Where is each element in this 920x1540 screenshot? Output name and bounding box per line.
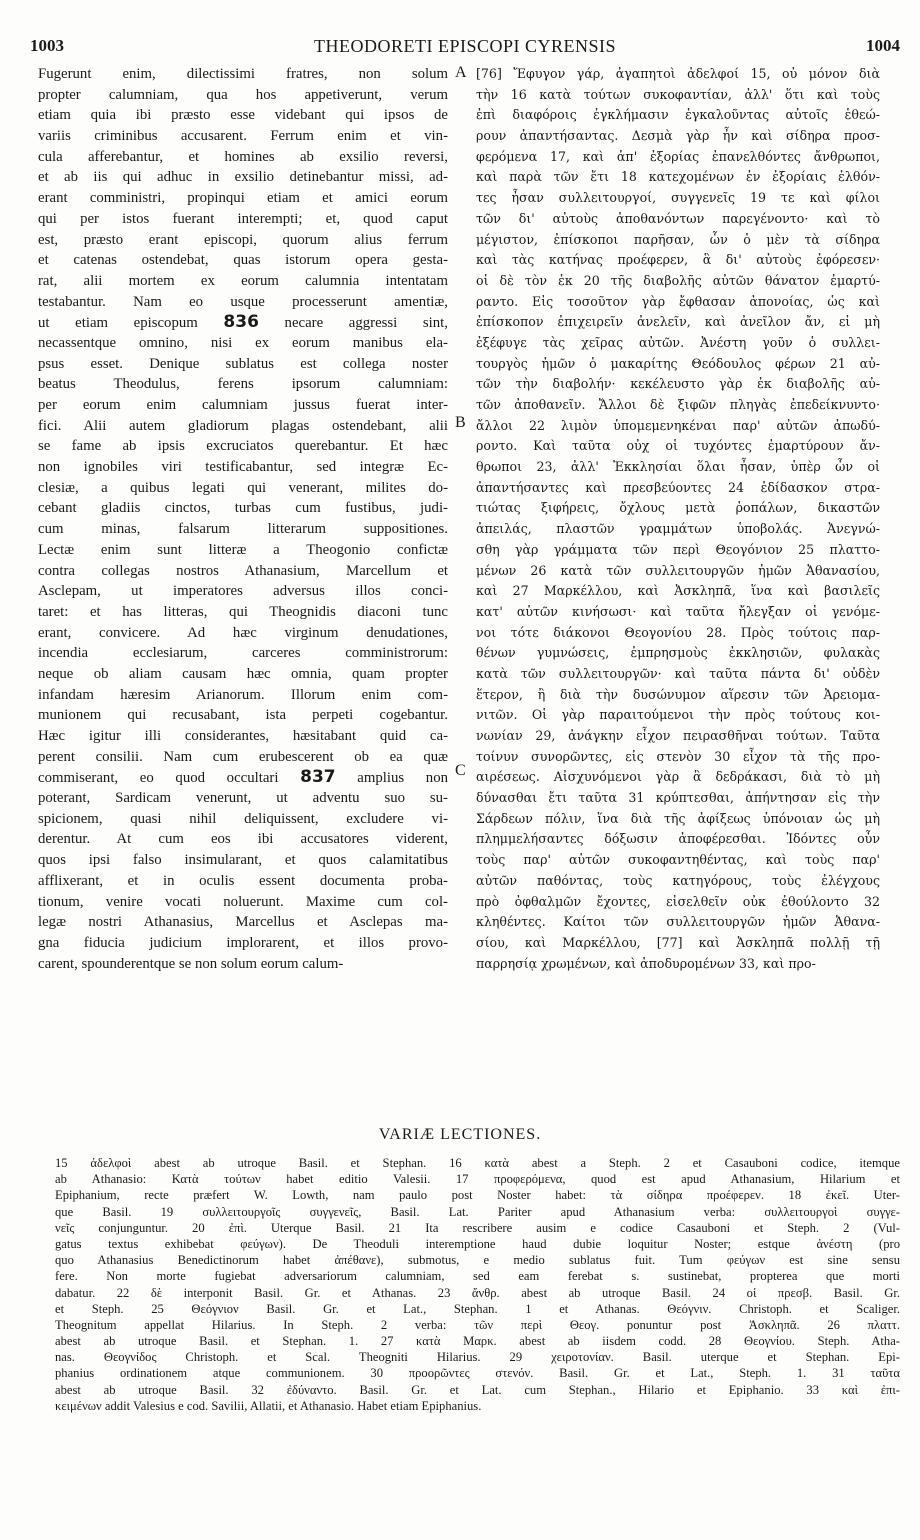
- greek-text-line: αὐτῶν παθόντας, τοὺς κατηγόρους, τοὺς ἐλέγχους: [476, 872, 880, 888]
- running-title: THEODORETI EPISCOPI CYRENSIS: [313, 36, 617, 56]
- greek-text-line: πλημμελήσαντες δόξωσιν ἀποφέρεσθαι. Ἰδόντες οὖν: [476, 831, 880, 847]
- greek-text-line: θένων γυμνώσεις, ἐμπρησμοὺς ἐκκλησιῶν, φυλακὰς: [476, 645, 880, 661]
- latin-text-line: poterant, Sardicam venerunt, ut adventu suo su-: [38, 790, 448, 807]
- greek-text-line: σθη γὰρ γράμματα τῶν περὶ Θεογόνιον 25 πλαττο-: [476, 541, 880, 557]
- greek-text-line: μέγιστον, ἐπίσκοποι παρῆσαν, ὧν ὁ μὲν τὰ σίδηρα: [476, 231, 880, 247]
- latin-text-line: rat, alii mortem ex eorum calumnia intentatam: [38, 272, 448, 289]
- margin-letter-a: A: [455, 64, 467, 81]
- greek-text-line: ρουν ἀπαντήσαντας. Δεσμὰ γὰρ ἦν καὶ σίδηρα προσ-: [476, 128, 880, 144]
- latin-text-line: non ignobiles viri testificabantur, sed integræ Ec-: [38, 459, 448, 476]
- latin-text-line: fici. Alii autem gladiorum plagas ostendebant, alii: [38, 417, 448, 434]
- note-line: et Steph. 25 Θεόγνιον Basil. Gr. et Lat., Stephan. 1 et Athanas. Θεόγνιν. Christoph. et Scaliger.: [55, 1301, 900, 1316]
- greek-text-line: τὴν 16 κατὰ τούτων συκοφαντίαν, ἀλλ' ὅτι καὶ τοὺς: [476, 86, 880, 102]
- note-line: gatus textus exhibebat φεύγων). De Theoduli interemptione haud dubie loquitur Noster; estque ἀνέστη (pro: [55, 1236, 900, 1251]
- greek-text-line: κατ' αὐτῶν κινήσωσι· καὶ ταῦτα ἤλεγξαν οἱ γενόμε-: [476, 603, 880, 619]
- latin-text-line: est, præsto erant episcopi, quorum alius ferrum: [38, 231, 448, 248]
- latin-text-line: Hæc igitur illi considerantes, hæsitabant quid ca-: [38, 728, 448, 744]
- greek-text-line: καὶ 27 Μαρκέλλου, καὶ Ἀσκληπᾶ, ἵνα καὶ βασιλεῖς: [476, 583, 880, 599]
- latin-text-line: variis criminibus accusarent. Ferrum enim et vin-: [38, 128, 448, 145]
- latin-text-line: psus esset. Denique sublatus est collega noster: [38, 355, 448, 372]
- latin-text-line: etiam quia ibi præsto esse videbant qui ipsos de: [38, 107, 448, 124]
- latin-text-line: clesiæ, a quibus legati qui venerant, milites do-: [38, 479, 448, 496]
- greek-text-line: τουργὸς ἡμῶν ὁ μακαρίτης Θεόδουλος φέρων 21 αὐ-: [476, 355, 880, 371]
- latin-text-line: testabantur. Nam eo usque processerunt amentiæ,: [38, 293, 448, 310]
- margin-letter-c: C: [455, 762, 466, 779]
- variae-lectiones-heading: VARIÆ LECTIONES.: [378, 1126, 542, 1143]
- greek-text-line: τιώτας ξιφήρεις, ὄχλους μετὰ ῥοπάλων, δικαστῶν: [476, 500, 880, 516]
- latin-text-line: Lectæ enim sunt litteræ a Theogonio confictæ: [38, 541, 448, 558]
- note-line: que Basil. 19 συλλειτουργοῖς συγγενεῖς, Basil. Lat. Pariter apud Athanasium verba: συλλειτουργοὶ συγγε-: [55, 1204, 900, 1219]
- greek-text-line: οἱ δὲ τὸν ἐκ 20 τῆς διαβολῆς αὐτῶν θάνατον ἐμαρτύ-: [476, 272, 880, 288]
- latin-text-line: carent, spounderentque se non solum eorum calum-: [38, 955, 344, 972]
- note-line: dabatur. 22 δὲ interponit Basil. Gr. et Athanas. 23 ἄνθρ. abest ab utroque Basil. 24 οἱ πρεσβ. Basil. Gr.: [55, 1285, 900, 1300]
- note-line: Theognitum appellat Hilarius. In Steph. 2 verba: τῶν περὶ Θεογ. ponuntur post Ἀσκληπᾶ. 26 πλαττ.: [55, 1317, 900, 1332]
- latin-text-line: spicionem, quasi nihil deliquissent, excludere vi-: [38, 810, 448, 827]
- greek-text-line: αιρέσεως. Αἰσχυνόμενοι γὰρ ἃ δεδράκασι, διὰ τὸ μὴ: [476, 769, 880, 785]
- latin-text-line: perent consilii. Nam cum erubescerent ob ea quæ: [38, 748, 448, 765]
- page-reference-number: 837: [300, 767, 336, 788]
- note-line: ab Athanasio: Κατὰ τούτων habet editio Valesii. 17 προφερόμενα, quod est apud Athanasium, Hilarium et: [55, 1172, 900, 1187]
- note-line: fere. Non morte fugiebat adversariorum calumniam, sed eam ferebat s. sustinebat, propterea que morti: [55, 1269, 900, 1284]
- latin-text-line: propter calumniam, qua hos appetiverunt, verum: [38, 86, 448, 103]
- greek-column: [476, 64, 880, 1099]
- greek-text-line: ἀπαντήσαντες καὶ πρεσβεύοντες 24 ἐδίδασκον στρα-: [476, 479, 880, 495]
- greek-text-line: πρὸ ὀφθαλμῶν ἔχοντες, εἰσελθεῖν οὐκ ἐθούλοντο 32: [476, 893, 880, 909]
- latin-text-line: Fugerunt enim, dilectissimi fratres, non solum: [38, 66, 448, 82]
- greek-text-line: νοι τότε διάκονοι Θεογονίου 28. Πρὸς τούτοις παρ-: [476, 624, 880, 640]
- note-line: 15 ἀδελφοὶ abest ab utroque Basil. et Stephan. 16 κατὰ abest a Steph. 2 et Casauboni codice, itemque: [55, 1156, 900, 1170]
- greek-text-line: τῶν ἀποθανεῖν. Ἄλλοι δὲ ξιφῶν πληγὰς ἐπεδείκνυντο·: [476, 397, 880, 412]
- note-line: nas. Θεογνίδος Christoph. et Scal. Theogniti Hilarius. 29 χειροτονίαν. Basil. uterque et Stephan. Epi-: [55, 1350, 900, 1365]
- latin-text-line: necassentque omnino, nisi ex eorum manibus ela-: [38, 334, 448, 351]
- greek-text-line: παρρησίᾳ χρωμένων, καὶ ἀποδυρομένων 33, καὶ προ-: [476, 955, 816, 971]
- variant-readings-notes: [55, 1155, 900, 1525]
- note-line: κειμένων addit Valesius e cod. Savilii, Allatii, et Athanasio. Habet etiam Epiphanius.: [55, 1398, 482, 1413]
- greek-text-line: νιτῶν. Οἱ γὰρ παραιτούμενοι τὴν πρὸς τούτους κοι-: [476, 707, 880, 723]
- latin-text-line: tionum, venire vocati noluerunt. Maxime cum col-: [38, 893, 448, 910]
- latin-text-line: ut etiam episcopum 836 necare aggressi sint,: [38, 312, 448, 333]
- latin-text-line: incendia ecclesiarum, carceres comministrorum:: [38, 645, 448, 662]
- note-line: quo Athanasius Benedictinorum habet ἀπέθανε), submotus, e medio sublatus fuit. Tum φεύγων est sine sensu: [55, 1253, 900, 1268]
- greek-text-line: ἄλλοι 22 λιμὸν ὑπομεμενηκέναι παρ' αὐτῶν ἀπωδύ-: [476, 417, 880, 433]
- latin-text-line: infandam hæresim Arianorum. Illorum enim com-: [38, 686, 448, 703]
- greek-text-line: [76] Ἔφυγον γάρ, ἀγαπητοὶ ἀδελφοί 15, οὐ μόνον διὰ: [476, 66, 880, 81]
- latin-text-line: gna fiducia judicium implorarent, et illos provo-: [38, 934, 448, 951]
- note-line: phanius ordinationem atque communionem. 30 προορῶντες στενόν. Basil. Gr. et Lat., Steph. 1. 31 ταῦτα: [55, 1366, 900, 1381]
- greek-text-line: τοίνυν συνορῶντες, εἰς στενὸν 30 εἶχον τὰ τῆς προ-: [476, 748, 880, 764]
- page-number-left: 1003: [30, 36, 64, 55]
- latin-text-line: commiserant, eo quod occultari 837 amplius non: [38, 767, 448, 788]
- greek-text-line: ἀπειλάς, πλαστῶν γραμμάτων ὑποβολάς. Ἀνεγνώ-: [476, 521, 880, 537]
- running-header: [30, 36, 900, 60]
- latin-text-line: afflixerant, et in oculis essent documenta proba-: [38, 872, 448, 889]
- greek-text-line: καὶ τὰς κατήνας προέφερεν, ἃ δι' αὐτοὺς ἐφόρεσεν·: [476, 252, 880, 268]
- latin-text-line: et ab iis qui adhuc in exsilio detinebantur missi, ad-: [38, 169, 448, 186]
- latin-text-line: per eorum enim calumniam jussus fuerat inter-: [38, 397, 448, 413]
- latin-text-line: cebant gladiis cinctos, turbas cum fustibus, judi-: [38, 500, 448, 517]
- note-line: abest ab utroque Basil. 32 ἐδύναντο. Basil. Gr. et Lat. cum Stephan., Hilario et Epiphanio. 33 καὶ ἐπι-: [55, 1382, 900, 1397]
- note-line: νεῖς conjunguntur. 20 ἐπὶ. Uterque Basil. 21 Ita rescribere ausim e codice Casauboni et Steph. 2 (Vul-: [55, 1220, 900, 1235]
- latin-text-line: Asclepam, ut imperatores adversus illos conci-: [38, 583, 448, 600]
- latin-text-line: qui per istos fuerant interempti; et, quod caput: [38, 210, 448, 227]
- latin-text-line: neque ob aliam causam hæc omnia, quam propter: [38, 665, 448, 682]
- latin-text-line: cum minas, falsarum litterarum suppositiones.: [38, 521, 448, 538]
- greek-text-line: ἐξέφυγε τὰς χεῖρας αὐτῶν. Ἀνέστη γοῦν ὁ συλλει-: [476, 334, 880, 350]
- greek-text-line: Σάρδεων πόλιν, ἵνα διὰ τῆς ἀφίξεως ὑπόνοιαν ὡς μὴ: [476, 810, 880, 826]
- latin-text-line: erant, convicere. Ad hæc virginum denudationes,: [38, 624, 448, 641]
- latin-column: [38, 64, 448, 1099]
- latin-text-line: quos ipsi falso insimularant, et quos calamitatibus: [38, 852, 448, 869]
- latin-text-line: erant comministri, propinqui etiam et amici eorum: [38, 190, 448, 207]
- latin-text-line: derentur. At cum eos ibi accusatores viderent,: [38, 831, 448, 848]
- latin-text-line: se fame ab ipsis excruciatos querebantur. Et hæc: [38, 438, 448, 455]
- greek-text-line: τῶν τὴν διαβολήν· κεκέλευστο γὰρ ἐκ διαβολῆς αὐ-: [476, 376, 880, 392]
- greek-text-line: κατὰ τῶν συλλειτουργῶν· καὶ ταῦτα πάντα δι' οὐδὲν: [476, 665, 880, 681]
- greek-text-line: σίου, καὶ Μαρκέλλου, [77] καὶ Ἀσκληπᾶ πολλῇ τῇ: [476, 934, 880, 950]
- margin-letter-b: B: [455, 414, 466, 431]
- latin-text-line: contra collegas nostros Athanasium, Marcellum et: [38, 562, 448, 579]
- greek-text-line: ἐπὶ διαφόροις ἐγκλήμασιν ἐγκαλοῦντας αὐτοῖς ἑθεώ-: [476, 107, 880, 123]
- greek-text-line: ροντο. Καὶ ταῦτα οὐχ οἱ τυχόντες ἐμαρτύρουν ἄν-: [476, 438, 880, 454]
- greek-text-line: δύνασθαι ἔτι ταῦτα 31 κρύπτεσθαι, ἀπήντησαν εἰς τὴν: [476, 790, 880, 806]
- latin-text-line: cula afferebantur, et homines ab exsilio reversi,: [38, 148, 448, 165]
- greek-text-line: ἕτερον, ἢ διὰ τὴν δυσώνυμον αἵρεσιν τῶν Ἀρειομα-: [476, 686, 880, 702]
- note-line: Epiphanium, recte præfert W. Lowth, nam paulo post Noster habet: τὰ σίδηρα προέφερεν. 18 ἐκεῖ. Uter-: [55, 1188, 900, 1203]
- greek-text-line: ραντο. Εἰς τοσοῦτον γὰρ ἔφθασαν ἀπονοίας, ὡς καὶ: [476, 293, 880, 309]
- greek-text-line: θρωποι 23, ἀλλ' Ἐκκλησίαι ὅλαι ἦσαν, ὑπὲρ ὧν οἱ: [476, 459, 880, 475]
- greek-text-line: ἐπίσκοπον ἐπιχειρεῖν ἀνελεῖν, καὶ ἀνεῖλον ἄν, εἰ μὴ: [476, 314, 880, 330]
- latin-text-line: taret: et has litteras, qui Theognidis diaconi tunc: [38, 603, 448, 620]
- page-reference-number: 836: [223, 312, 259, 333]
- greek-text-line: τες ἦσαν συλλειτουργοί, συγγενεῖς 19 τε καὶ φίλοι: [476, 190, 880, 206]
- greek-text-line: φερόμενα 17, καὶ ἀπ' ἐξορίας ἐπανελθόντες ἄνθρωποι,: [476, 148, 880, 164]
- note-line: abest ab utroque Basil. et Stephan. 1. 27 κατὰ Μαρκ. abest ab iisdem codd. 28 Θεογνίου. Steph. Atha-: [55, 1334, 900, 1349]
- greek-text-line: κληθέντες. Καίτοι τῶν συλλειτουργῶν ἡμῶν Ἀθανα-: [476, 914, 880, 930]
- latin-text-line: legæ nostri Athanasius, Marcellus et Asclepas ma-: [38, 914, 448, 931]
- latin-text-line: beatus Theodulus, ferens ipsorum calumniam:: [38, 376, 448, 393]
- page-number-right: 1004: [866, 36, 900, 55]
- greek-text-line: καὶ παρὰ τῶν ἔτι 18 κατεχομένων ἐν ἐξορίαις ἐλθόν-: [476, 169, 880, 185]
- greek-text-line: τῶν δι' αὐτοὺς ἀποθανόντων παρεγένοντο· καὶ τὸ: [476, 210, 880, 226]
- greek-text-line: τοὺς παρ' αὐτῶν συκοφαντηθέντας, καὶ τοὺς παρ': [476, 852, 880, 868]
- greek-text-line: μένων 26 κατὰ τῶν συλλειτουργῶν ἡμῶν Ἀθανασίου,: [476, 562, 880, 578]
- greek-text-line: νωνίαν 29, ἀνάγκην εἶχον πειρασθῆναι τούτων. Ταῦτα: [476, 728, 880, 743]
- latin-text-line: et catenas ostendebat, quas istorum opera gesta-: [38, 252, 448, 269]
- latin-text-line: munionem qui recusabant, ista perpeti cogebantur.: [38, 707, 448, 724]
